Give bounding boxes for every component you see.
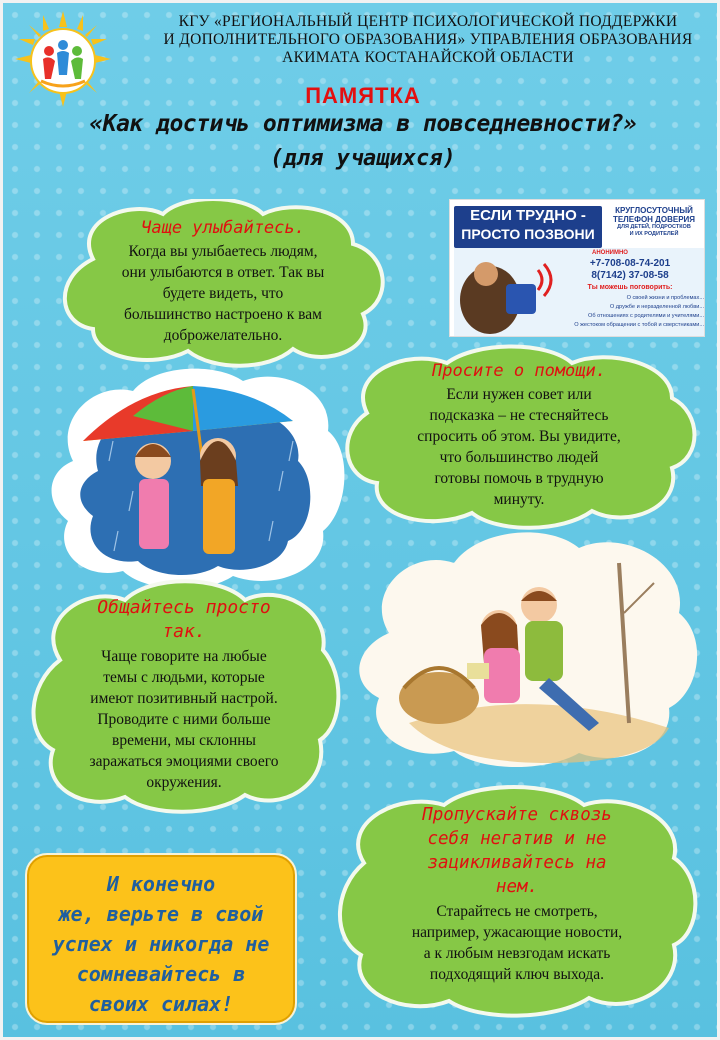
tip-4-heading-line: зацикливайтесь на xyxy=(427,853,607,873)
poster-headline-2: ПРОСТО ПОЗВОНИ xyxy=(461,226,595,242)
tip-1-heading: Чаще улыбайтесь. xyxy=(141,218,305,238)
final-message-line: же, верьте в свой xyxy=(58,902,264,926)
header-line-2: И ДОПОЛНИТЕЛЬНОГО ОБРАЗОВАНИЯ» УПРАВЛЕНИЯ ОБРАЗОВАНИЯ xyxy=(163,31,693,48)
tip-3-heading-line: Общайтесь просто xyxy=(97,597,271,618)
tip-4-line: а к любым невзгодам искать xyxy=(423,945,611,962)
tip-4-heading xyxy=(355,803,679,899)
tip-4-line: Старайтесь не смотреть, xyxy=(436,903,598,920)
final-message-line: успех и никогда не xyxy=(52,932,270,956)
tip-3-line: Проводите с ними больше xyxy=(97,711,271,728)
header-line-3: АКИМАТА КОСТАНАЙСКОЙ ОБЛАСТИ xyxy=(282,49,574,66)
poster-service xyxy=(604,206,704,238)
poster-can-talk: Ты можешь поговорить: xyxy=(587,284,673,291)
poster-topic: О дружбе и неразделенной любви... xyxy=(609,304,704,310)
poster-service-line: КРУГЛОСУТОЧНЫЙ xyxy=(615,206,693,215)
tip-3-heading xyxy=(39,596,329,644)
tip-2-line: что большинство людей xyxy=(439,449,599,466)
tip-3-heading-line: так. xyxy=(162,621,206,642)
poster-topic: О жестоком обращении с тобой и сверстниками... xyxy=(574,322,704,328)
final-message xyxy=(35,869,287,1019)
tip-2-body xyxy=(359,384,679,510)
memo-audience: (для учащихся) xyxy=(270,146,456,171)
tip-4-line: подходящий ключ выхода. xyxy=(429,966,605,983)
tip-4-line: например, ужасающие новости, xyxy=(411,924,623,941)
tip-1-line: доброжелательно. xyxy=(163,327,283,344)
tip-4-heading-line: Пропускайте сквозь xyxy=(422,805,612,825)
poster-headline-1: ЕСЛИ ТРУДНО - xyxy=(470,207,586,224)
poster-phone-2: 8(7142) 37-08-58 xyxy=(591,270,669,281)
tip-3-line: заражаться эмоциями своего xyxy=(89,753,279,770)
poster-service-line: ДЛЯ ДЕТЕЙ, ПОДРОСТКОВ xyxy=(617,224,691,230)
memo-title: «Как достичь оптимизма в повседневности?» xyxy=(89,111,637,137)
tip-2-line: подсказка – не стесняйтесь xyxy=(429,407,609,424)
tip-3 xyxy=(39,596,329,793)
tip-3-body xyxy=(39,646,329,793)
poster-service-line: И ИХ РОДИТЕЛЕЙ xyxy=(629,231,679,237)
final-message-line: сомневайтесь в xyxy=(76,962,246,986)
poster-service-line: ТЕЛЕФОН ДОВЕРИЯ xyxy=(612,215,696,224)
tip-4-body xyxy=(355,901,679,985)
tip-3-line: Чаще говорите на любые xyxy=(101,648,267,665)
tip-2 xyxy=(359,360,679,510)
tip-3-line: темы с людьми, которые xyxy=(103,669,265,686)
poster-topic: О своей жизни и проблемах... xyxy=(626,295,704,301)
tip-4 xyxy=(355,803,679,985)
tip-1-body xyxy=(73,241,373,346)
poster-topic: Об отношениях с родителями и учителями... xyxy=(588,313,704,319)
memo-label: ПАМЯТКА xyxy=(305,83,421,108)
header-line-1: КГУ «РЕГИОНАЛЬНЫЙ ЦЕНТР ПСИХОЛОГИЧЕСКОЙ ПОДДЕРЖКИ xyxy=(178,13,678,30)
poster-anon: АНОНИМНО xyxy=(592,250,628,256)
organization-header xyxy=(138,13,718,67)
poster-topics xyxy=(536,294,704,330)
tip-2-heading: Просите о помощи. xyxy=(432,361,606,381)
tip-2-line: спросить об этом. Вы увидите, xyxy=(417,428,621,445)
tip-2-line: минуту. xyxy=(493,491,545,508)
tip-1 xyxy=(73,217,373,346)
tip-4-heading-line: нем. xyxy=(495,877,539,897)
picnic-couple-illustration xyxy=(349,523,703,773)
tip-1-line: они улыбаются в ответ. Так вы xyxy=(121,264,325,281)
tip-3-line: времени, мы склонны xyxy=(112,732,256,749)
tip-4-heading-line: себя негатив и не xyxy=(427,829,607,849)
tip-1-line: будете видеть, что xyxy=(162,285,284,302)
rain-umbrella-illustration xyxy=(43,361,353,591)
tip-1-line: большинство настроено к вам xyxy=(124,306,322,323)
tip-3-line: имеют позитивный настрой. xyxy=(90,690,278,707)
tip-2-line: Если нужен совет или xyxy=(446,386,592,403)
final-message-line: своих силах! xyxy=(88,992,234,1016)
helpline-poster xyxy=(449,199,705,337)
poster-phone-1: +7-708-08-74-201 xyxy=(589,258,671,269)
tip-2-line: готовы помочь в трудную xyxy=(434,470,604,487)
final-message-box xyxy=(25,853,297,1025)
tip-3-line: окружения. xyxy=(146,774,222,791)
final-message-line: И конечно xyxy=(106,872,216,896)
tip-1-line: Когда вы улыбаетесь людям, xyxy=(128,243,318,260)
